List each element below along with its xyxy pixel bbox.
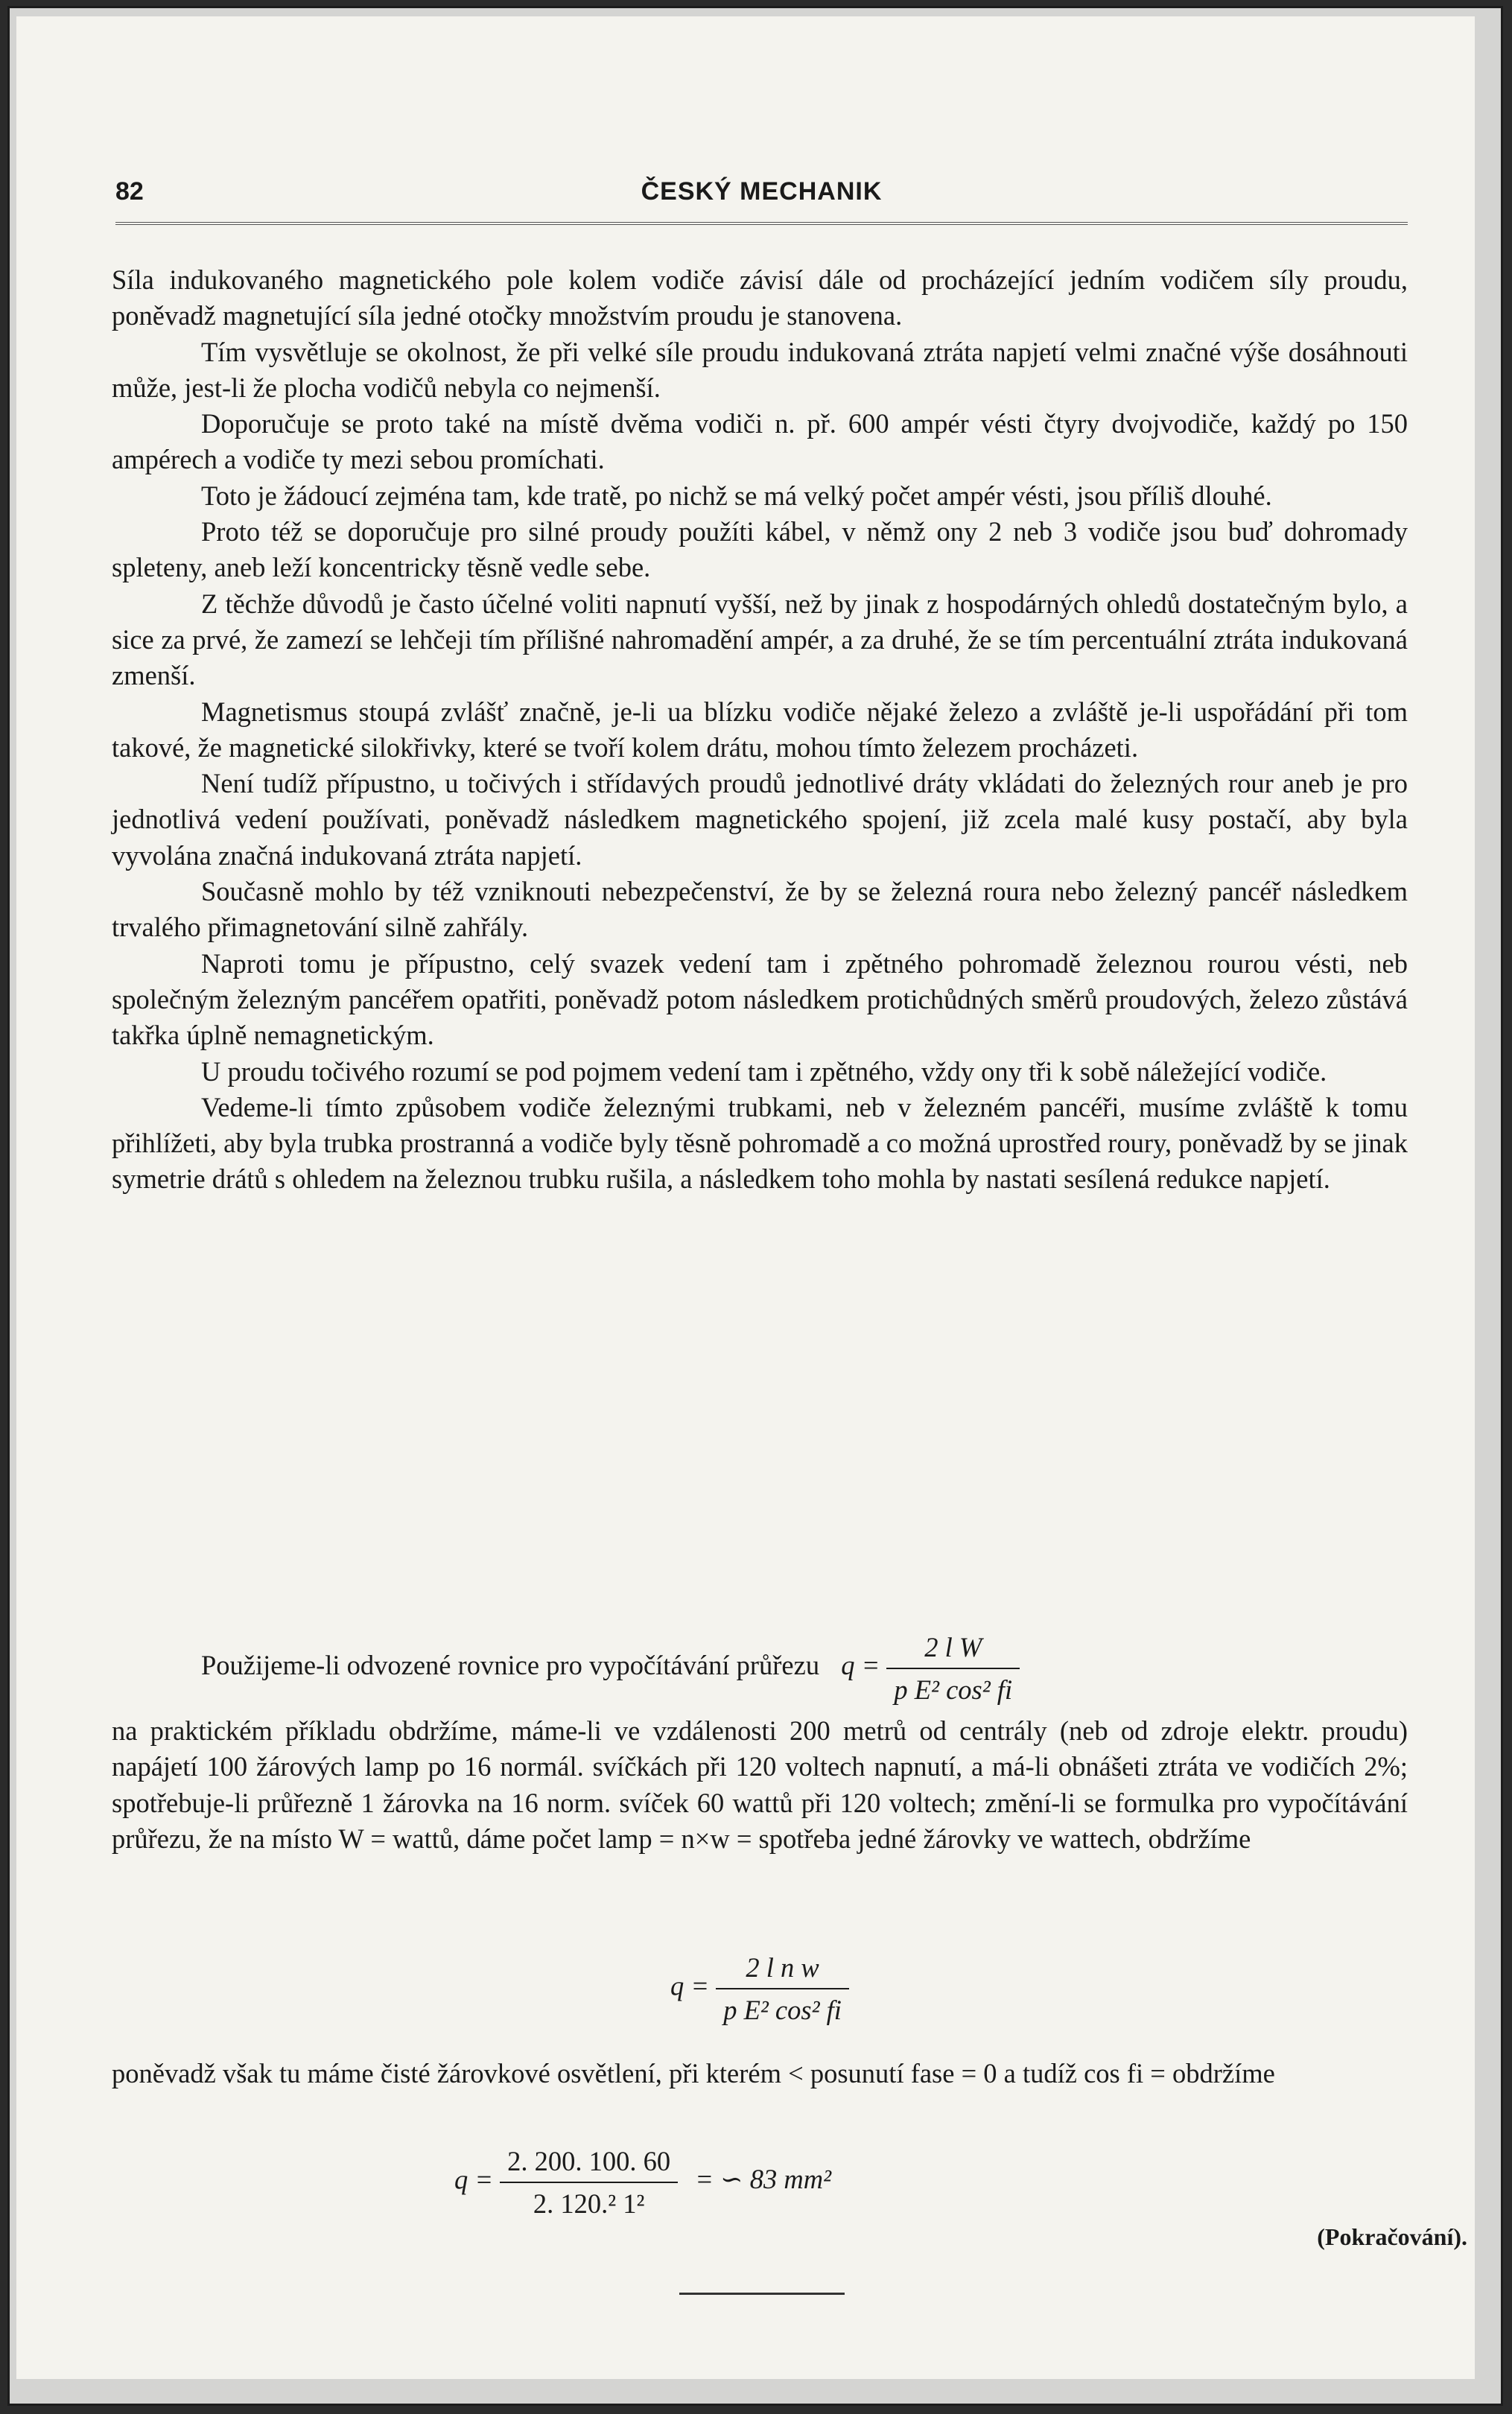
paragraph: Vedeme-li tímto způsobem vodiče železnými trubkami, neb v železném pancéři, musíme zvláště k tomu přihlížeti, aby byla trubka prostranná a vodiče byly těsně pohromadě a co možná uprostřed roury, poněvadž by se jinak symetrie drátů s ohledem na železnou trubku rušila, a následkem toho mohla by nastati sesílená redukce napjetí. xyxy=(112,1091,1408,1195)
formula-2-denominator: p E² cos² fi xyxy=(716,1988,849,2026)
article-body xyxy=(112,262,1408,1198)
formula-1-denominator: p E² cos² fi xyxy=(886,1668,1020,1706)
formula-1-lhs: q = xyxy=(841,1650,880,1681)
paragraph: U proudu točivého rozumí se pod pojmem vedení tam i zpětného, vždy ony tři k sobě náležející vodiče. xyxy=(201,1055,1327,1087)
formula-2-lhs: q = xyxy=(670,1970,710,2001)
formula-1-numerator: 2 l W xyxy=(924,1632,982,1662)
paragraph: Současně mohlo by též vzniknouti nebezpečenství, že by se železná roura nebo železný pancéř následkem trvalého přimagnetování silně zahřály. xyxy=(112,876,1408,943)
paragraph: Tím vysvětluje se okolnost, že při velké síle proudu indukovaná ztráta napjetí velmi značné výše dosáhnouti může, jest-li že plocha vodičů nebyla co nejmenší. xyxy=(112,336,1408,403)
paragraph: poněvadž však tu máme čisté žárovkové osvětlení, při kterém < posunutí fase = 0 a tudíž cos fi = obdržíme xyxy=(112,2058,1275,2089)
paragraph: na praktickém příkladu obdržíme, máme-li ve vzdálenosti 200 metrů od centrály (neb od zdroje elektr. proudu) napájetí 100 žárových lamp po 16 normál. svíčkách při 120 voltech napnutí, a má-li obnášeti ztráta ve vodičích 2%; spotřebuje-li průřezně 1 žárovka na 16 norm. svíček 60 wattů při 120 voltech; změní-li se formulka pro vypočítávání průřezu, že na místo W = wattů, dáme počet lamp = n×w = spotřeba jedné žárovky ve wattech, obdržíme xyxy=(112,1715,1408,1854)
formula-2-fraction xyxy=(716,1951,849,2026)
paragraph: Síla indukovaného magnetického pole kolem vodiče závisí dále od procházející jedním vodičem síly proudu, poněvadž magnetující síla jedné otočky množstvím proudu je stanovena. xyxy=(112,264,1408,331)
header-rule xyxy=(115,222,1408,225)
end-rule xyxy=(679,2293,845,2295)
paragraph: Toto je žádoucí zejména tam, kde tratě, po nichž se má velký počet ampér vésti, jsou příliš dlouhé. xyxy=(201,480,1272,511)
paragraph: Magnetismus stoupá zvlášť značně, je-li ua blízku vodiče nějaké železo a zvláště je-li uspořádání při tom takové, že magnetické silokřivky, které se tvoří kolem drátu, mohou tímto železem procházeti. xyxy=(112,696,1408,763)
formula-2-numerator: 2 l n w xyxy=(746,1952,819,1983)
journal-title: ČESKÝ MECHANIK xyxy=(641,177,883,206)
paragraph: Proto též se doporučuje pro silné proudy použíti kábel, v němž ony 2 neb 3 vodiče jsou buď dohromady spleteny, aneb leží koncentricky těsně vedle sebe. xyxy=(112,516,1408,583)
formula-1-line xyxy=(112,1631,1408,1706)
paragraph: Není tudíž přípustno, u točivých i střídavých proudů jednotlivé dráty vkládati do železných rour aneb je pro jednotlivá vedení používati, poněvadž následkem magnetického spojení, již zcela malé kusy postačí, aby byla vyvolána značná indukovaná ztráta napjetí. xyxy=(112,768,1408,871)
formula-3-numerator: 2. 200. 100. 60 xyxy=(507,2146,671,2176)
page-number: 82 xyxy=(115,177,144,206)
formula-3-lhs: q = xyxy=(454,2164,494,2195)
formula-3-line xyxy=(112,2145,1408,2220)
formula-3-denominator: 2. 120.² 1² xyxy=(500,2182,678,2220)
formula-3-fraction xyxy=(500,2145,678,2220)
formula-3-result: = ∽ 83 mm² xyxy=(695,2164,832,2195)
paragraph: Doporučuje se proto také na místě dvěma vodiči n. př. 600 ampér vésti čtyry dvojvodiče, každý po 150 ampérech a vodiče ty mezi sebou promíchati. xyxy=(112,408,1408,475)
conclusion-text xyxy=(112,2056,1408,2091)
formula-2-line xyxy=(112,1951,1408,2026)
calculation-text xyxy=(112,1713,1408,1857)
formula-1-fraction xyxy=(886,1631,1020,1706)
formula-1-lead: Použijeme-li odvozené rovnice pro vypočítávání průřezu xyxy=(201,1650,820,1681)
paragraph: Z těchže důvodů je často účelné voliti napnutí vyšší, než by jinak z hospodárných ohledů dostatečným bylo, a sice za prvé, že zamezí se lehčeji tím přílišné nahromadění ampér, a za druhé, že se tím percentuální ztráta indukovaná zmenší. xyxy=(112,588,1408,691)
continued-note: (Pokračování). xyxy=(1317,2223,1467,2250)
page-header xyxy=(115,177,1408,215)
paragraph: Naproti tomu je přípustno, celý svazek vedení tam i zpětného pohromadě železnou rourou vésti, neb společným železným pancéřem opatřiti, poněvadž potom následkem protichůdných směrů proudových, železo zůstává takřka úplně nemagnetickým. xyxy=(112,947,1408,1051)
